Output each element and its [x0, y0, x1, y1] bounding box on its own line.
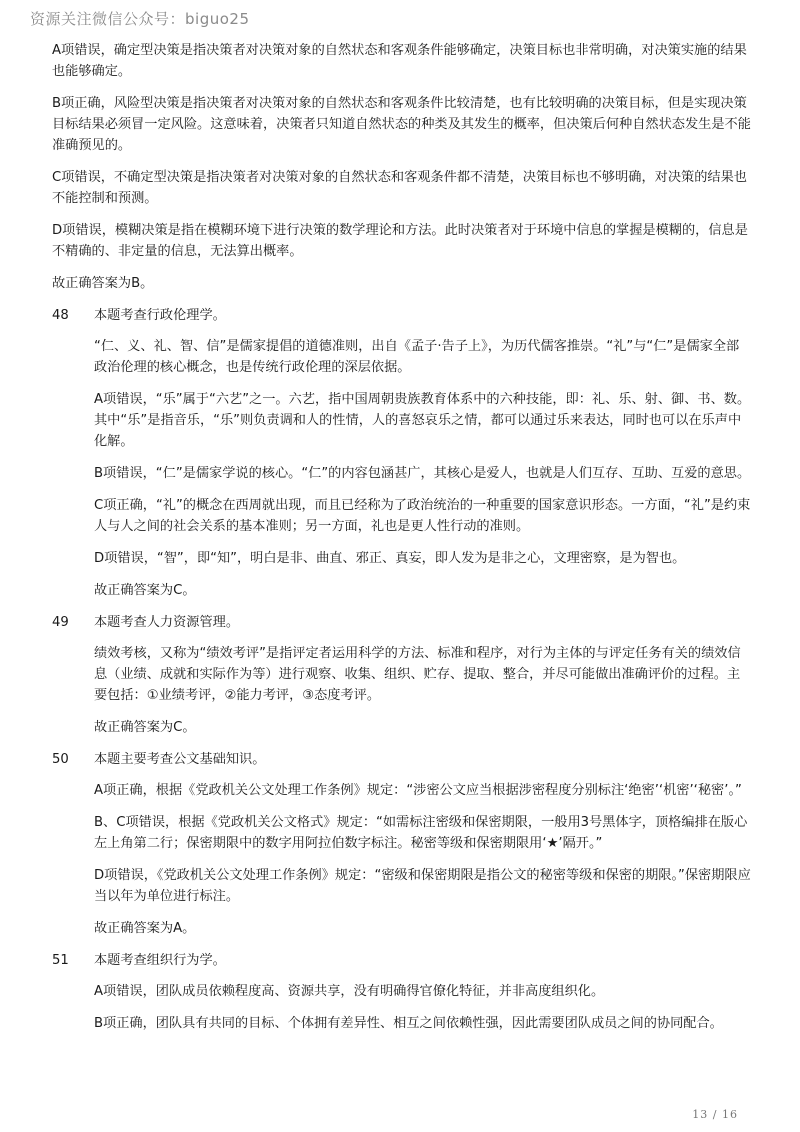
explanation-paragraph: D项错误，“智”，即“知”，明白是非、曲直、邪正、真妄，即人发为是非之心，文理密察，是为智也。	[94, 551, 686, 566]
explanation-paragraph: B项错误，“仁”是儒家学说的核心。“仁”的内容包涵甚广，其核心是爱人，也就是人们互存、互助、互爱的意思。	[94, 466, 751, 481]
explanation-paragraph: A项错误，“乐”属于“六艺”之一。六艺，指中国周朝贵族教育体系中的六种技能，即：礼、乐、射、御、书、数。其中“乐”是指音乐，“乐”则负责调和人的性情，人的喜怒哀乐之情，都可以通过乐来表达，同时也可以在乐声中化解。	[94, 392, 751, 449]
explanation-paragraph: “仁、义、礼、智、信”是儒家提倡的道德准则，出自《孟子·告子上》，为历代儒客推崇。“礼”与“仁”是儒家全部政治伦理的核心概念，也是传统行政伦理的深层依据。	[94, 339, 740, 375]
explanation-paragraph: 绩效考核，又称为“绩效考评”是指评定者运用科学的方法、标准和程序，对行为主体的与评定任务有关的绩效信息（业绩、成就和实际作为等）进行观察、收集、组织、贮存、提取、整合，并尽可能做出准确评价的过程。主要包括：①业绩考评，②能力考评，③态度考评。	[94, 646, 741, 703]
explanation-paragraph: C项正确，“礼”的概念在西周就出现，而且已经称为了政治统治的一种重要的国家意识形态。一方面，“礼”是约束人与人之间的社会关系的基本准则；另一方面，礼也是更人性行动的准则。	[94, 498, 751, 534]
question-number: 51	[52, 953, 69, 968]
question-number: 49	[52, 615, 69, 630]
explanation-paragraph: B、C项错误，根据《党政机关公文格式》规定：“如需标注密级和保密期限，一般用3号黑体字，顶格编排在版心左上角第二行；保密期限中的数字用阿拉伯数字标注。秘密等级和保密期限用‘★’隔开。”	[94, 815, 748, 851]
question-topic: 本题考查人力资源管理。	[94, 615, 240, 630]
current-page: 13	[692, 1108, 709, 1121]
question-topic: 本题考查组织行为学。	[94, 953, 226, 968]
explanation-paragraph: B项正确，团队具有共同的目标、个体拥有差异性、相互之间依赖性强，因此需要团队成员之间的协同配合。	[94, 1016, 723, 1031]
explanation-paragraph: A项正确，根据《党政机关公文处理工作条例》规定：“涉密公文应当根据涉密程度分别标注‘绝密’‘机密’‘秘密’。”	[94, 783, 742, 798]
document-body	[52, 40, 752, 1045]
watermark-text: 资源关注微信公众号：biguo25	[30, 10, 250, 28]
question-50	[52, 749, 752, 939]
question-number: 50	[52, 752, 69, 767]
question-topic: 本题主要考查公文基础知识。	[94, 752, 266, 767]
question-topic: 本题考查行政伦理学。	[94, 308, 226, 323]
answer-paragraph: A项错误，确定型决策是指决策者对决策对象的自然状态和客观条件能够确定，决策目标也非常明确，对决策实施的结果也能够确定。	[52, 43, 747, 79]
explanation-paragraph: A项错误，团队成员依赖程度高、资源共享，没有明确得官僚化特征，并非高度组织化。	[94, 984, 605, 999]
question-49	[52, 612, 752, 738]
total-pages: 16	[722, 1108, 738, 1121]
answer-paragraph: C项错误，不确定型决策是指决策者对决策对象的自然状态和客观条件都不清楚，决策目标也不够明确，对决策的结果也不能控制和预测。	[52, 170, 747, 206]
question-number: 48	[52, 308, 69, 323]
answer-conclusion: 故正确答案为C。	[94, 583, 196, 598]
explanation-paragraph: D项错误，《党政机关公文处理工作条例》规定：“密级和保密期限是指公文的秘密等级和保密的期限。”保密期限应当以年为单位进行标注。	[94, 868, 751, 904]
answer-conclusion: 故正确答案为C。	[94, 720, 196, 735]
question-48	[52, 305, 752, 601]
answer-conclusion: 故正确答案为B。	[52, 276, 154, 291]
intro-section	[52, 40, 752, 294]
answer-conclusion: 故正确答案为A。	[94, 921, 196, 936]
answer-paragraph: D项错误，模糊决策是指在模糊环境下进行决策的数学理论和方法。此时决策者对于环境中信息的掌握是模糊的，信息是不精确的、非定量的信息，无法算出概率。	[52, 223, 748, 259]
page-indicator	[692, 1108, 738, 1121]
answer-paragraph: B项正确，风险型决策是指决策者对决策对象的自然状态和客观条件比较清楚，也有比较明确的决策目标，但是实现决策目标结果必须冒一定风险。这意味着，决策者只知道自然状态的种类及其发生的概率，但决策后何种自然状态发生是不能准确预见的。	[52, 96, 751, 153]
question-51	[52, 950, 752, 1034]
page-separator: /	[712, 1108, 718, 1121]
